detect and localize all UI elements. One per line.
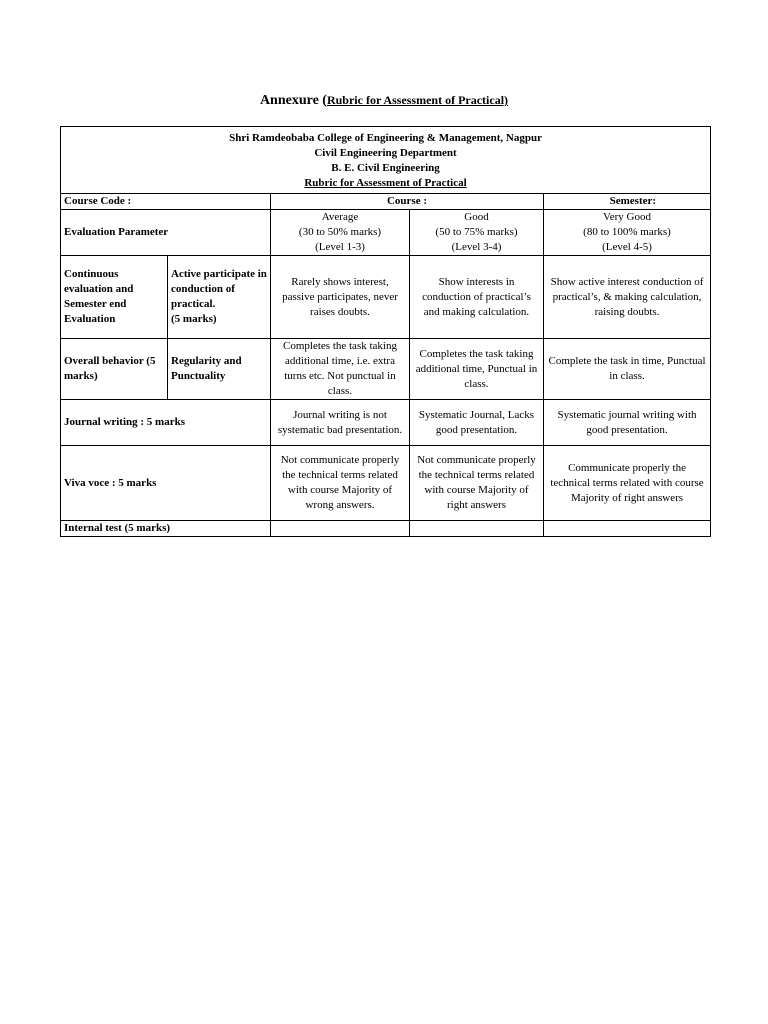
level-very-good-range: (80 to 100% marks): [583, 226, 671, 238]
row-good-descriptor: Systematic Journal, Lacks good presentation.: [410, 400, 544, 446]
college-name: Shri Ramdeobaba College of Engineering & Management, Nagpur: [229, 131, 542, 144]
level-good-level: (Level 3-4): [451, 241, 502, 253]
row-criterion: Active participate in conduction of practical. (5 marks): [168, 256, 271, 339]
course-info-row: [61, 194, 711, 210]
course-label: Course :: [271, 194, 544, 210]
department-name: Civil Engineering Department: [314, 146, 457, 159]
row-category: Journal writing : 5 marks: [61, 400, 271, 446]
document-title: [0, 93, 768, 109]
rubric-table: [60, 126, 711, 537]
table-row: [61, 339, 711, 400]
row-good-descriptor: Completes the task taking additional time, Punctual in class.: [410, 339, 544, 400]
level-good: [410, 210, 544, 256]
level-very-good: [544, 210, 711, 256]
row-very-good-descriptor: Systematic journal writing with good presentation.: [544, 400, 711, 446]
table-row: [61, 400, 711, 446]
evaluation-parameter-label: Evaluation Parameter: [61, 210, 271, 256]
row-average-descriptor: Rarely shows interest, passive participates, never raises doubts.: [271, 256, 410, 339]
title-underlined: Rubric for Assessment of Practical): [326, 93, 509, 107]
row-very-good-descriptor: Show active interest conduction of practical’s, & making calculation, raising doubts.: [544, 256, 711, 339]
row-good-descriptor: Show interests in conduction of practical’s and making calculation.: [410, 256, 544, 339]
level-average: [271, 210, 410, 256]
level-average-name: Average: [321, 211, 359, 223]
title-prefix: Annexure (: [259, 93, 327, 108]
row-criterion: Regularity and Punctuality: [168, 339, 271, 400]
table-row: [61, 256, 711, 339]
row-category: Overall behavior (5 marks): [61, 339, 168, 400]
row-average-descriptor: Completes the task taking additional time, i.e. extra turns etc. Not punctual in class.: [271, 339, 410, 400]
row-very-good-descriptor: Communicate properly the technical terms related with course Majority of right answers: [544, 446, 711, 521]
program-name: B. E. Civil Engineering: [331, 161, 440, 174]
row-category: Internal test (5 marks): [61, 521, 271, 537]
level-good-range: (50 to 75% marks): [435, 226, 518, 238]
level-very-good-name: Very Good: [603, 211, 651, 223]
level-average-range: (30 to 50% marks): [298, 226, 382, 238]
header-row: [61, 127, 711, 194]
institution-header: [61, 127, 711, 194]
course-code-label: Course Code :: [61, 194, 271, 210]
semester-label: Semester:: [544, 194, 711, 210]
row-average-descriptor: [271, 521, 410, 537]
row-good-descriptor: Not communicate properly the technical terms related with course Majority of right answers: [410, 446, 544, 521]
table-row: [61, 521, 711, 537]
row-category: Continuous evaluation and Semester end Evaluation: [61, 256, 168, 339]
row-average-descriptor: Journal writing is not systematic bad presentation.: [271, 400, 410, 446]
row-good-descriptor: [410, 521, 544, 537]
levels-row: [61, 210, 711, 256]
row-average-descriptor: Not communicate properly the technical terms related with course Majority of wrong answers.: [271, 446, 410, 521]
table-row: [61, 446, 711, 521]
row-category: Viva voce : 5 marks: [61, 446, 271, 521]
level-good-name: Good: [464, 211, 489, 223]
level-average-level: (Level 1-3): [315, 241, 365, 253]
row-very-good-descriptor: [544, 521, 711, 537]
level-very-good-level: (Level 4-5): [602, 241, 652, 253]
rubric-title: Rubric for Assessment of Practical: [304, 176, 467, 189]
row-very-good-descriptor: Complete the task in time, Punctual in class.: [544, 339, 711, 400]
